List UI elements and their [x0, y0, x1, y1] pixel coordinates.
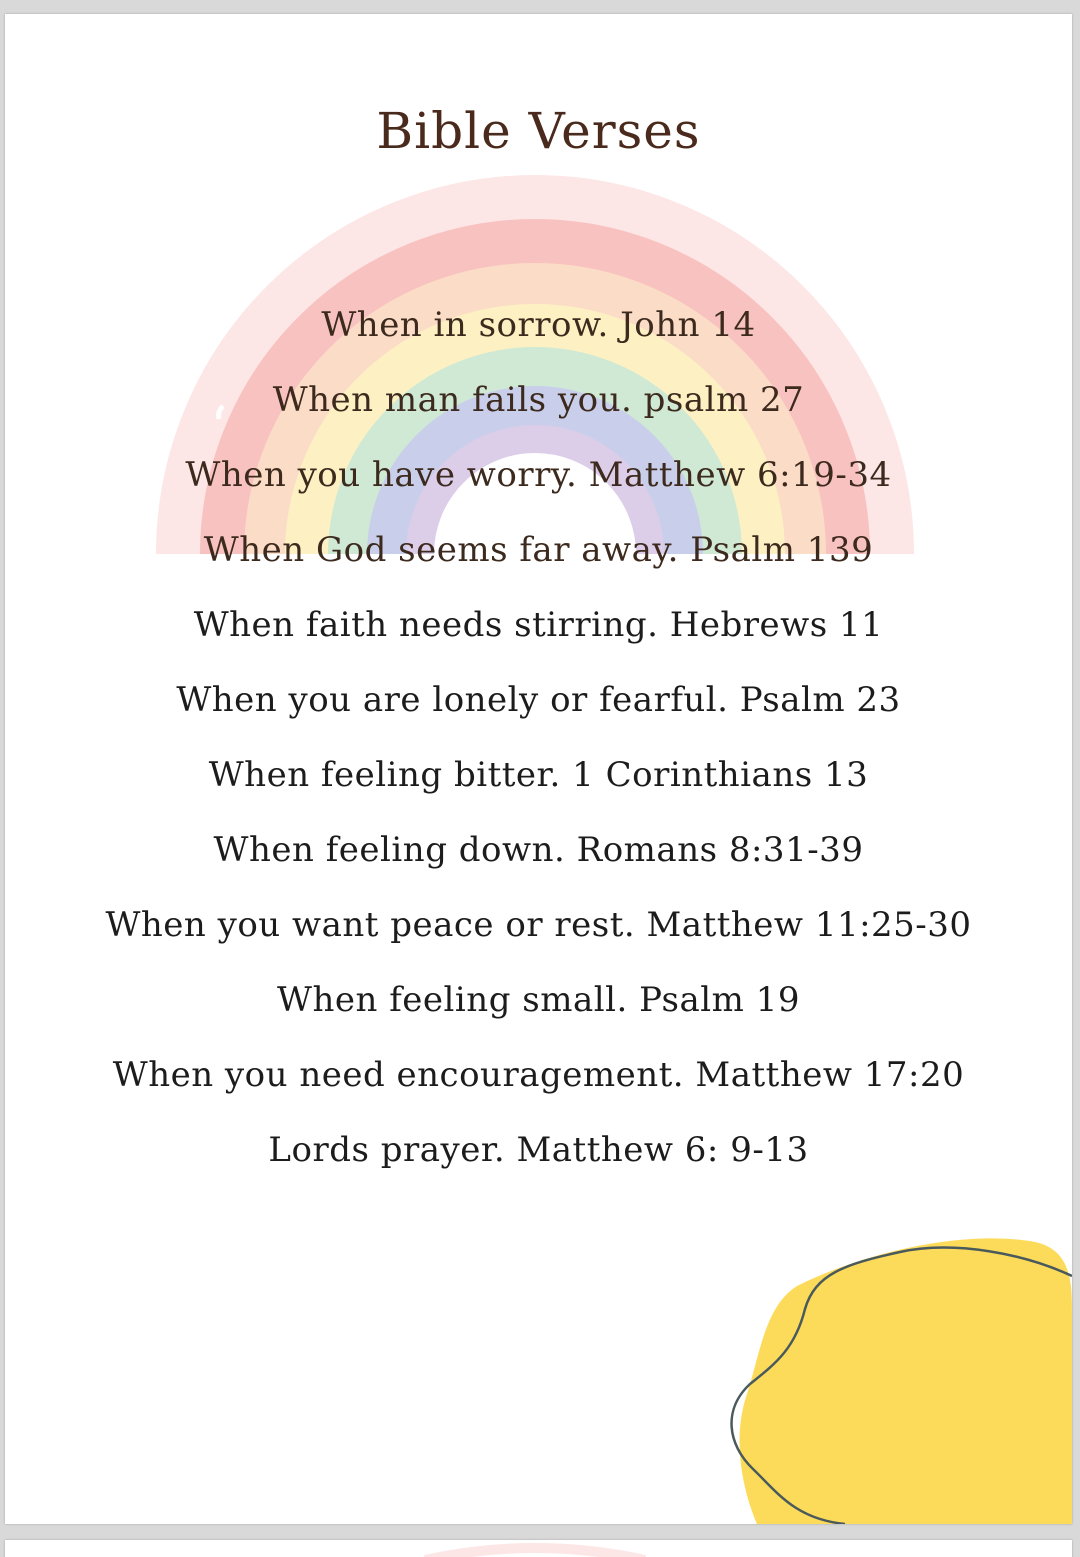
yellow-blob-shape — [740, 1238, 1072, 1524]
next-page-preview — [5, 1540, 1072, 1557]
verse-item: When feeling small. Psalm 19 — [277, 980, 800, 1020]
verse-item: When God seems far away. Psalm 139 — [203, 530, 874, 570]
verse-item: When feeling down. Romans 8:31-39 — [213, 830, 864, 870]
document-page — [5, 14, 1072, 1524]
verse-item: When faith needs stirring. Hebrews 11 — [193, 605, 884, 645]
verse-item: When you want peace or rest. Matthew 11:25-30 — [105, 905, 972, 945]
verse-list — [5, 288, 1072, 1188]
verse-item: When you have worry. Matthew 6:19-34 — [185, 455, 892, 495]
verse-item: When feeling bitter. 1 Corinthians 13 — [208, 755, 869, 795]
page-title: Bible Verses — [376, 102, 701, 160]
next-page-rainbow-edge — [5, 1540, 1072, 1557]
verse-item: When in sorrow. John 14 — [321, 305, 756, 345]
verse-item: When man fails you. psalm 27 — [272, 380, 805, 420]
verse-item: When you need encouragement. Matthew 17:20 — [112, 1055, 965, 1095]
verse-item: Lords prayer. Matthew 6: 9-13 — [268, 1130, 809, 1170]
verse-item: When you are lonely or fearful. Psalm 23 — [176, 680, 901, 720]
